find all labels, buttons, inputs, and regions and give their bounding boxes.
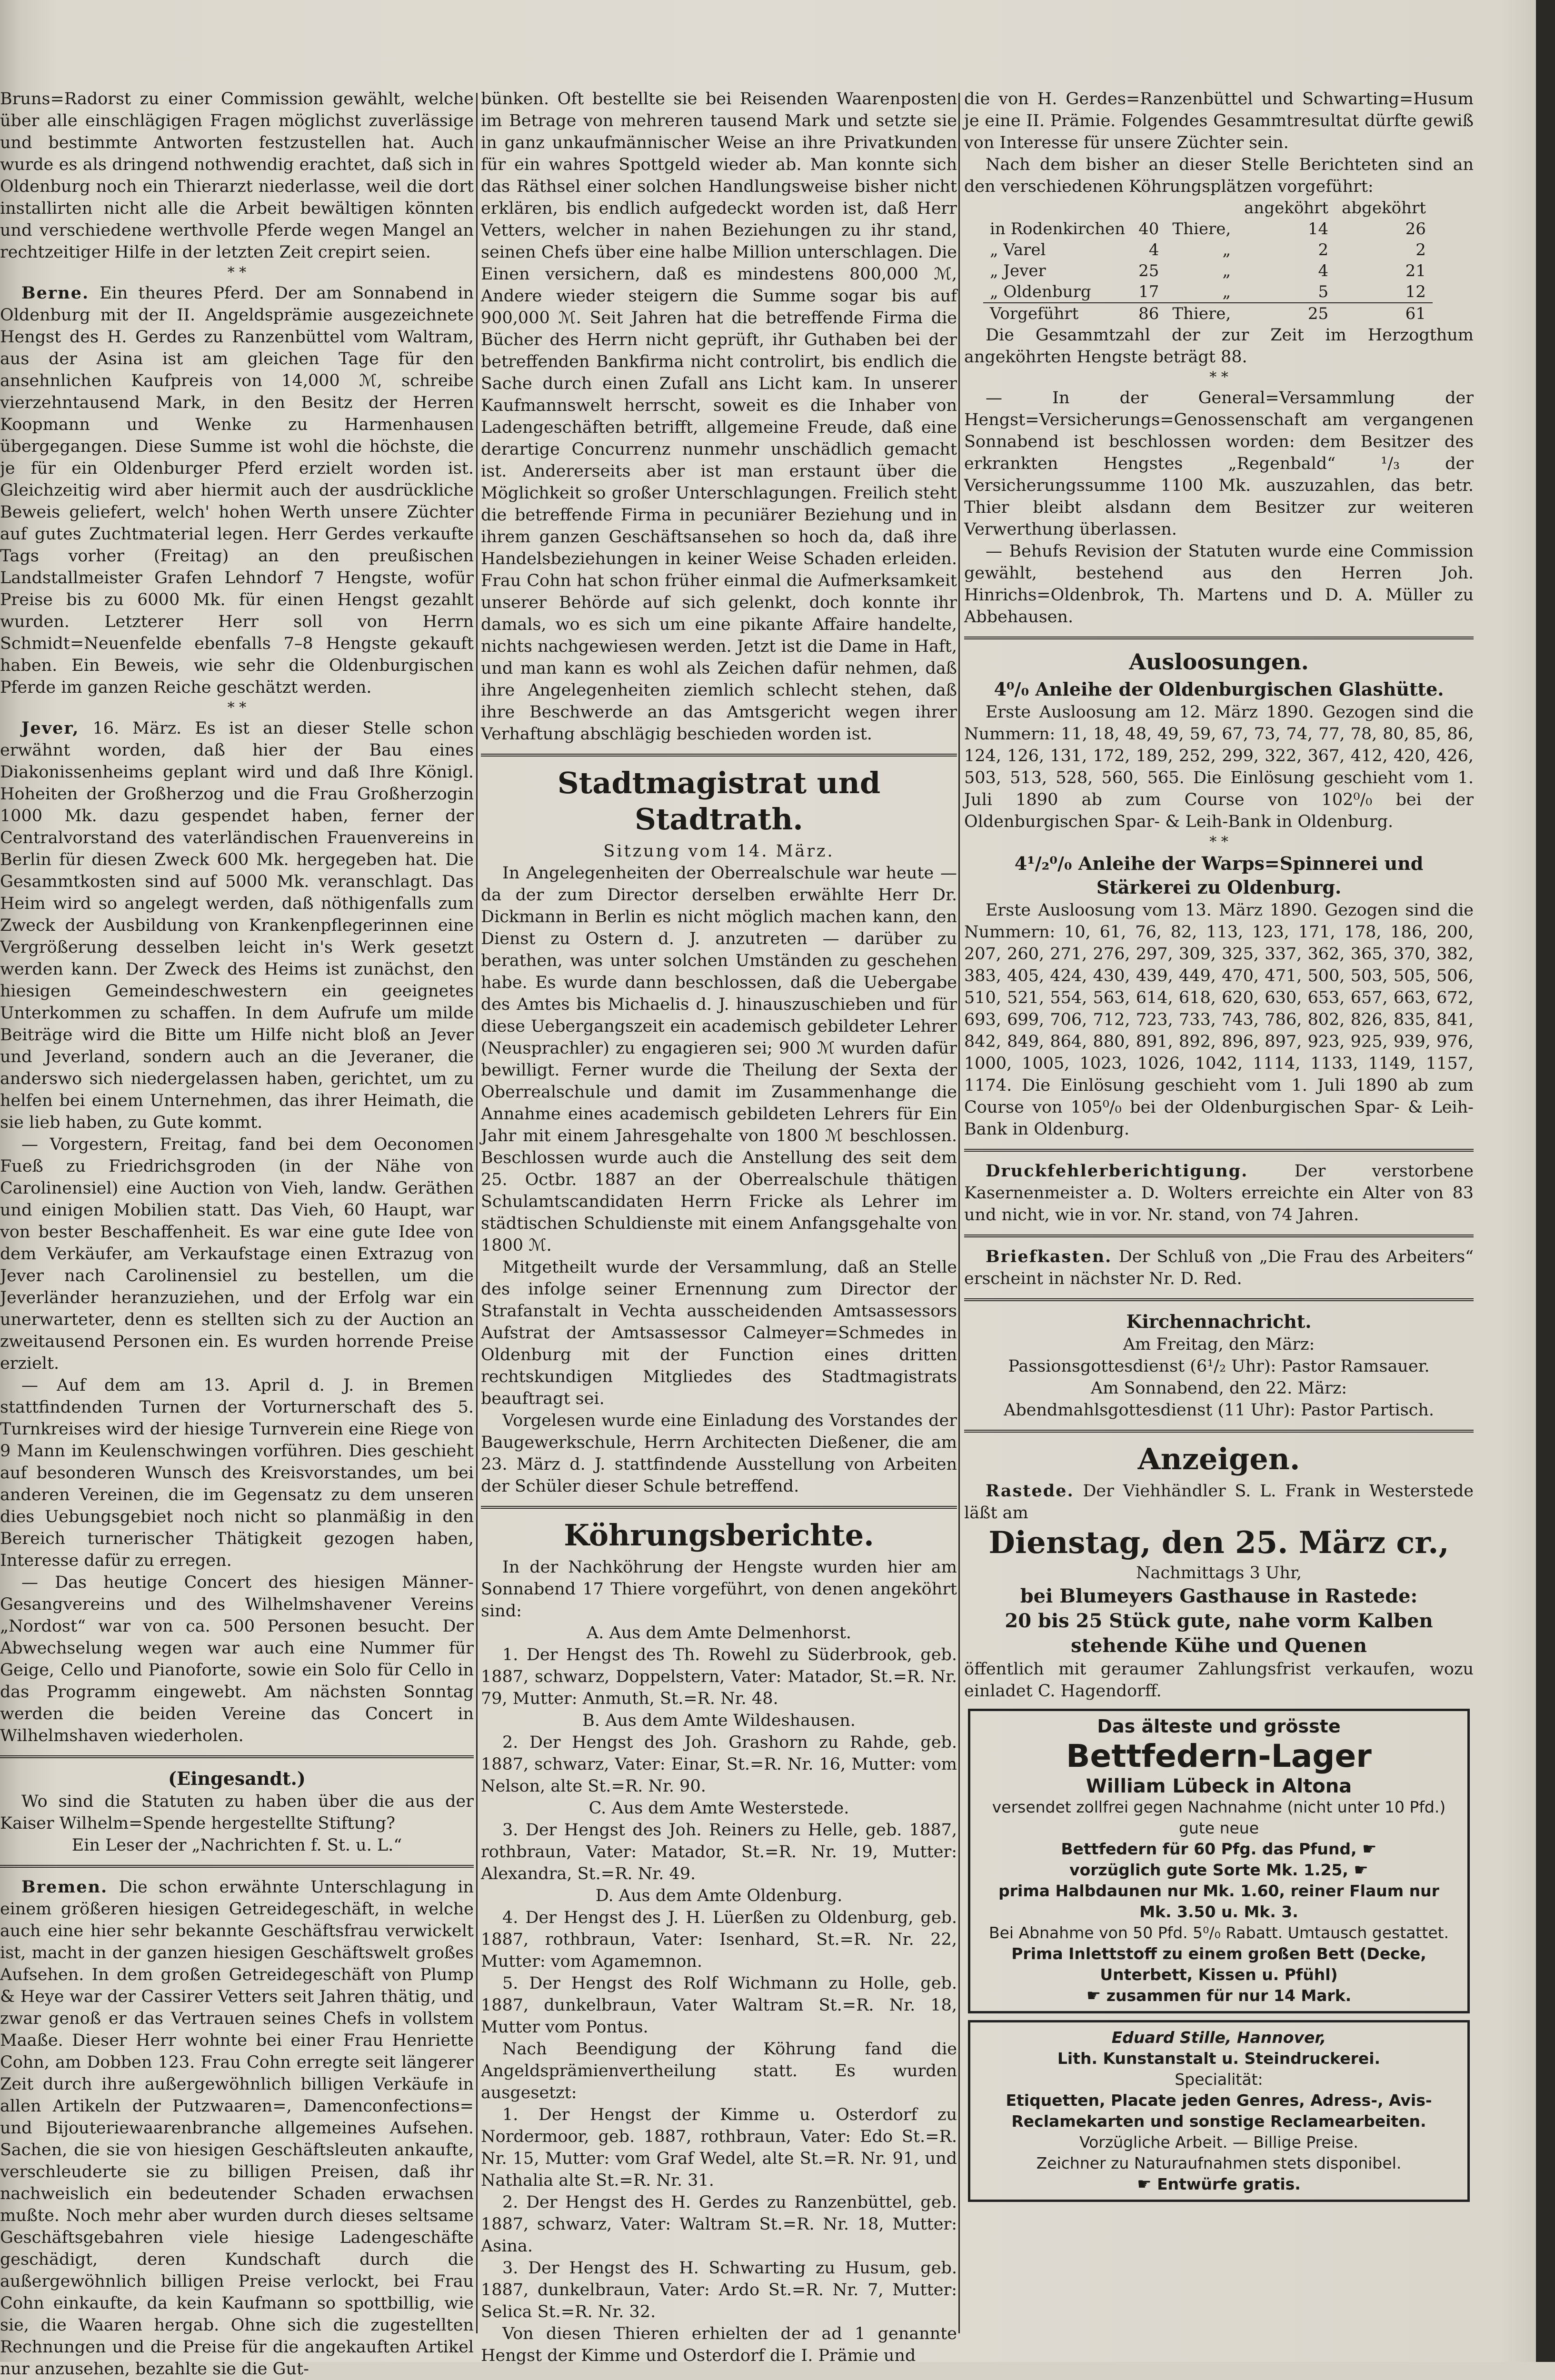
pointing-hand-icon: ☛ xyxy=(1086,1986,1101,2005)
column-rule xyxy=(476,93,478,2333)
ad-line: versendet zollfrei gegen Nachnahme (nicht unter 10 Pfd.) gute neue xyxy=(992,1798,1446,1837)
article-paragraph: Die Gesammtzahl der zur Zeit im Herzogthum angeköhrten Hengste beträgt 88. xyxy=(964,326,1474,367)
section-heading: Anzeigen. xyxy=(1137,1442,1300,1476)
paragraph-text: Die schon erwähnte Unterschlagung in einem größeren hiesigen Getreidegeschäft, in welche auch eine hier sehr bekannte Geschäftsfrau verwickelt ist, macht in der ganzen hiesigen Geschäftswelt großes Aufsehen. In dem großen Getreidegeschäft von Plump & Heye war der Cassirer Vetters seit Jahren thätig, und zwar genoß er das Vertrauen seines Chefs in vollstem Maaße. Dieser Herr wohnte bei einer Frau Henriette Cohn, am Dobben 123. Frau Cohn erregte seit längerer Zeit durch ihre außergewöhnlich billigen Verkäufe in allen Artikeln der Putzwaaren=, Damenconfections= und Bijouteriewaarenbranche allgemeines Aufsehen. Sachen, die sie von hiesigen Geschäftsleuten ankaufte, verschleuderte sie zu billigen Preisen, daß ihr nachweislich ein bedeutender Schaden erwachsen mußte. Noch mehr aber wurden durch dieses seltsame Geschäftsgebahren viele hiesige Ladengeschäfte geschädigt, deren Kundschaft durch die außergewöhnlich billigen Preise verlockt, bei Frau Cohn einkaufte, da kein Kaufmann so spottbillig, wie sie, die Waaren hergab. Ohne sich die zugestellten Rechnungen und die Preise für die angekauften Artikel nur anzusehen, bezahlte sie die Gut- xyxy=(0,1878,474,2379)
paragraph-text: Der Schluß von „Die Frau des Arbeiters“ erscheint in nächster Nr. D. Red. xyxy=(964,1247,1474,1288)
section-divider xyxy=(964,1430,1474,1433)
centered-line: Am Sonnabend, den 22. März: xyxy=(1090,1379,1347,1398)
article-paragraph: — Auf dem am 13. April d. J. in Bremen stattfindenden Turnen der Vorturnerschaft des 5. Turnkreises wird der hiesige Turnverein eine Riege von 9 Mann im Keulenschwingen vorführen. Dies geschieht auf besonderen Wunsch des Kreisvorstandes, um bei anderen Vereinen, die im Gegensatz zu dem unseren dies Uebungsgebiet noch nicht so planmäßig in den Bereich turnerischer Thätigkeit gezogen haben, Interesse dafür zu erregen. xyxy=(0,1376,474,1570)
subheading: (Eingesandt.) xyxy=(168,1768,306,1789)
section-heading: Ausloosungen. xyxy=(1129,649,1309,675)
section-divider xyxy=(964,1149,1474,1152)
subheading: 4¹/₂⁰/₀ Anleihe der Warps=Spinnerei und Stärkerei zu Oldenburg. xyxy=(1014,853,1424,898)
article-paragraph xyxy=(0,1876,474,2380)
ad-title: Bettfedern-Lager xyxy=(1066,1738,1372,1774)
centered-line: Abendmahlsgottesdienst (11 Uhr): Pastor Partisch. xyxy=(1004,1401,1434,1420)
ad-line: ☛ zusammen für nur 14 Mark. xyxy=(1086,1986,1352,2005)
section-divider xyxy=(964,1235,1474,1237)
article-paragraph: 2. Der Hengst des H. Gerdes zu Ranzenbüttel, geb. 1887, schwarz, Vater: Waltram St.=R. Nr. 18, Mutter: Asina. xyxy=(481,2193,957,2256)
article-paragraph: In der Nachköhrung der Hengste wurden hier am Sonnabend 17 Thiere vorgeführt, von denen angeköhrt sind: xyxy=(481,1558,957,1621)
bettfedern-advertisement xyxy=(968,1709,1470,2013)
centered-line: C. Aus dem Amte Westerstede. xyxy=(588,1799,849,1818)
stats-head-angekoehrt: angeköhrt xyxy=(1244,199,1329,218)
pointing-hand-icon: ☛ xyxy=(1362,1840,1377,1859)
column-3-top xyxy=(964,88,1474,198)
asterism: * * xyxy=(1209,834,1228,850)
dateline: Druckfehlerberichtigung. xyxy=(986,1161,1248,1181)
ad-bold-line: 20 bis 25 Stück gute, nahe vorm Kalben stehende Kühe und Quenen xyxy=(1005,1610,1433,1657)
ad-line: William Lübeck in Altona xyxy=(1086,1775,1352,1797)
ad-bold-line: bei Blumeyers Gasthause in Rastede: xyxy=(1020,1585,1418,1607)
article-paragraph: bünken. Oft bestellte sie bei Reisenden Waarenposten im Betrage von mehreren tausend Mark und setzte sie in ganz unkaufmännischer Weise an ihre Privatkunden für ein wahres Spottgeld wieder ab. Man konnte sich das Räthsel einer solchen Handlungsweise bisher nicht erklären, bis endlich aufgedeckt worden ist, daß Herr Vetters, welcher in nahen Beziehungen zu ihr stand, seinen Chefs über eine halbe Million unterschlagen. Die Einen versichern, daß es mindestens 800,000 ℳ, Andere wieder steigern die Summe sogar bis auf 900,000 ℳ. Seit Jahren hat die betreffende Firma die Bücher des Herrn nicht geprüft, ihr Guthaben bei der betreffenden Bankfirma nicht controlirt, bis endlich die Sache durch einen Zufall ans Licht kam. In unserer Kaufmannswelt herrscht, soweit es die Inhaber von Ladengeschäften betrifft, allgemeine Freude, daß eine derartige Concurrenz nunmehr unschädlich gemacht ist. Andererseits aber ist man erstaunt über die Möglichkeit so großer Unterschlagungen. Freilich steht die betreffende Firma in pecuniärer Beziehung und in ihrem ganzen Geschäftsansehen so hoch da, daß ihre Handelsbeziehungen in keiner Weise Schaden erleiden. Frau Cohn hat schon früher einmal die Aufmerksamkeit unserer Behörde auf sich gelenkt, doch konnte ihr damals, wo es sich um eine pikante Affaire handelte, nichts nachgewiesen werden. Jetzt ist die Dame in Haft, und man kann es wohl als Zeichen dafür nehmen, daß ihre Angelegenheiten ziemlich schlecht stehen, daß ihre Beschwerde an das Amtsgericht wegen ihrer Verhaftung abschlägig beschieden worden ist. xyxy=(481,90,957,744)
article-paragraph: Mitgetheilt wurde der Versammlung, daß an Stelle des infolge seiner Ernennung zum Director der Strafanstalt in Vechta ausscheidenden Amtsassessors Aufstrat der Amtsassessor Calmeyer=Schmedes in Oldenburg mit der Function eines dritten rechtskundigen Mitgliedes des Stadtmagistrats beauftragt sei. xyxy=(481,1258,957,1408)
asterism: * * xyxy=(227,699,247,716)
dateline: Briefkasten. xyxy=(986,1247,1112,1266)
article-paragraph: öffentlich mit geraumer Zahlungsfrist verkaufen, wozu einladet C. Hagendorff. xyxy=(964,1660,1474,1701)
dateline: Berne. xyxy=(21,283,90,303)
centered-line: A. Aus dem Amte Delmenhorst. xyxy=(586,1623,852,1643)
ad-line: Bettfedern für 60 Pfg. das Pfund, ☛ xyxy=(1061,1840,1377,1859)
article-paragraph: 3. Der Hengst des Joh. Reiners zu Helle, geb. 1887, rothbraun, Vater: Matador, St.=R. Nr. 19, Mutter: Alexandra, St.=R. Nr. 49. xyxy=(481,1821,957,1883)
article-paragraph: — Vorgestern, Freitag, fand bei dem Oeconomen Fueß zu Friedrichsgroden (in der Nähe von Carolinensiel) eine Auction von Vieh, landw. Geräthen und einigen Mobilien statt. Das Vieh, 60 Haupt, war von bester Beschaffenheit. Es war eine gute Idee von dem Verkäufer, am Verkaufstage einen Extrazug von Jever nach Carolinensiel zu bestellen, um die Jeverländer heranzuziehen, und der Erfolg war ein unerwarteter, denn es stellten sich zu der Auction an zweitausend Personen ein. Es wurden horrende Preise erzielt. xyxy=(0,1135,474,1373)
paragraph-text: Der Viehhändler S. L. Frank in Westerstede läßt am xyxy=(964,1482,1474,1523)
article-paragraph: — Behufs Revision der Statuten wurde eine Commission gewählt, bestehend aus den Herren Joh. Hinrichs=Oldenbrok, Th. Martens und D. A. Müller zu Abbehausen. xyxy=(964,542,1474,627)
paragraph-text: 16. März. Es ist an dieser Stelle schon erwähnt worden, daß hier der Bau eines Diakonissenheims geplant wird und daß Ihre Königl. Hoheiten der Großherzog und die Frau Großherzogin 1000 Mk. dazu gespendet haben, ferner der Centralvorstand des vaterländischen Frauenvereins in Berlin für diesen Zweck 600 Mk. hergegeben hat. Die Gesammtkosten sind auf 5000 Mk. veranschlagt. Das Heim wird so angelegt werden, daß nöthigenfalls zum Zweck der Ausbildung von Krankenpflegerinnen eine Vergrößerung desselben leicht in's Werk gesetzt werden kann. Der Zweck des Heims ist zunächst, den hiesigen Gemeindeschwestern ein geeignetes Unterkommen zu schaffen. In dem Aufrufe um milde Beiträge wird die Bitte um Hilfe nicht bloß an Jever und Jeverland, sondern auch an die Jeveraner, die anderswo sich niedergelassen haben, gerichtet, um zu helfen bei einem Unternehmen, das ihrer Heimath, die sie lieb haben, zu Gute kommt. xyxy=(0,719,474,1132)
column-1 xyxy=(0,88,474,2379)
ad-line: Prima Inlettstoff zu einem großen Bett (Decke, Unterbett, Kissen u. Pfühl) xyxy=(1011,1944,1426,1984)
ad-line: ☛ Entwürfe gratis. xyxy=(1137,2175,1301,2194)
stats-head-abgekoehrt: abgeköhrt xyxy=(1342,199,1426,218)
centered-line: Nachmittags 3 Uhr, xyxy=(1136,1563,1302,1583)
article-paragraph xyxy=(0,282,474,698)
subheading: 4⁰/₀ Anleihe der Oldenburgischen Glashütte. xyxy=(994,678,1444,700)
paragraph-text: Ein theures Pferd. Der am Sonnabend in Oldenburg mit der II. Angeldsprämie ausgezeichnete Hengst des H. Gerdes zu Ranzenbüttel vom Waltram, aus der Asina ist am gleichen Tage für den ansehnlichen Kaufpreis von 14,000 ℳ, schreibe vierzehntausend Mark, in den Besitz der Herren Koopmann und Wenke zu Harmenhausen übergegangen. Diese Summe ist wohl die höchste, die je für ein Oldenburger Pferd erzielt worden ist. Gleichzeitig wird aber hiermit auch der ausdrückliche Beweis geliefert, welch' hohen Werth unsere Züchter auf gutes Zuchtmaterial legen. Herr Gerdes verkaufte Tags vorher (Freitag) an den preußischen Landstallmeister Grafen Lehndorf 7 Hengste, wofür Preise bis zu 6000 Mk. für einen Hengst gezahlt wurden. Letzterer Herr soll von Herrn Schmidt=Neuenfelde ebenfalls 7–8 Hengste gekauft haben. Ein Beweis, wie sehr die Oldenburgischen Pferde im ganzen Reiche geschätzt werden. xyxy=(0,284,474,697)
centered-line: Passionsgottesdienst (6¹/₂ Uhr): Pastor Ramsauer. xyxy=(1008,1357,1430,1376)
section-divider xyxy=(481,754,957,757)
centered-line: Am Freitag, den März: xyxy=(1123,1335,1315,1354)
centered-line: B. Aus dem Amte Wildeshausen. xyxy=(582,1711,856,1730)
ad-date-line: Dienstag, den 25. März cr., xyxy=(988,1525,1449,1561)
article-paragraph: Nach dem bisher an dieser Stelle Berichteten sind an den verschiedenen Köhrungsplätzen vorgeführt: xyxy=(964,155,1474,196)
article-paragraph: Wo sind die Statuten zu haben über die aus der Kaiser Wilhelm=Spende hergestellte Stiftung? xyxy=(0,1792,474,1833)
article-paragraph: Vorgelesen wurde eine Einladung des Vorstandes der Baugewerkschule, Herrn Architecten Dießener, die am 23. März d. J. stattfindende Ausstellung von Arbeiten der Schüler dieser Schule betreffend. xyxy=(481,1411,957,1496)
centered-line: Ein Leser der „Nachrichten f. St. u. L.“ xyxy=(71,1836,402,1855)
section-divider xyxy=(481,1506,957,1509)
asterism: * * xyxy=(1209,369,1228,386)
dateline: Jever, xyxy=(21,718,80,738)
article-paragraph: die von H. Gerdes=Ranzenbüttel und Schwarting=Husum je eine II. Prämie. Folgendes Gesammtresultat dürfte gewiß von Interesse für unsere Züchter sein. xyxy=(964,90,1474,152)
article-paragraph: 2. Der Hengst des Joh. Grashorn zu Rahde, geb. 1887, schwarz, Vater: Einar, St.=R. Nr. 16, Mutter: vom Nelson, alte St.=R. Nr. 90. xyxy=(481,1733,957,1796)
binding-edge xyxy=(1536,0,1555,2362)
article-paragraph: Erste Ausloosung vom 13. März 1890. Gezogen sind die Nummern: 10, 61, 76, 82, 113, 123, 171, 178, 186, 200, 207, 260, 271, 276, 297, 309, 325, 337, 362, 365, 370, 382, 383, 405, 424, 430, 439, 449, 470, 471, 500, 503, 505, 506, 510, 521, 554, 563, 614, 618, 620, 630, 653, 657, 663, 672, 693, 699, 706, 712, 723, 733, 743, 786, 802, 826, 835, 841, 842, 849, 864, 880, 891, 892, 896, 897, 923, 925, 939, 976, 1000, 1005, 1023, 1026, 1042, 1114, 1133, 1149, 1157, 1174. Die Einlösung geschieht vom 1. Juli 1890 ab zum Course von 105⁰/₀ bei der Oldenburgischen Spar- & Leih-Bank in Oldenburg. xyxy=(964,901,1474,1139)
section-heading: Köhrungsberichte. xyxy=(564,1518,874,1553)
pointing-hand-icon: ☛ xyxy=(1137,2175,1152,2194)
table-row: „ Oldenburg 17 „ 5 12 xyxy=(990,282,1426,301)
ad-line: prima Halbdaunen nur Mk. 1.60, reiner Flaum nur Mk. 3.50 u. Mk. 3. xyxy=(998,1882,1439,1921)
column-rule xyxy=(958,93,960,2333)
ad-line: Specialität: xyxy=(1175,2070,1263,2089)
article-paragraph: 4. Der Hengst des J. H. Lüerßen zu Oldenburg, geb. 1887, rothbraun, Vater: Isenhard, St.=R. Nr. 22, Mutter: vom Agamemnon. xyxy=(481,1908,957,1971)
pointing-hand-icon: ☛ xyxy=(1354,1861,1368,1880)
article-paragraph xyxy=(964,1480,1474,1524)
subheading: Kirchennachricht. xyxy=(1126,1311,1312,1332)
centered-line: D. Aus dem Amte Oldenburg. xyxy=(595,1886,843,1905)
ad-line: vorzüglich gute Sorte Mk. 1.25, ☛ xyxy=(1069,1861,1368,1880)
article-paragraph: 5. Der Hengst des Rolf Wichmann zu Holle, geb. 1887, dunkelbraun, Vater Waltram St.=R. Nr. 18, Mutter vom Pontus. xyxy=(481,1974,957,2037)
section-divider xyxy=(0,1755,474,1758)
ad-line: Zeichner zu Naturaufnahmen stets disponibel. xyxy=(1036,2154,1402,2172)
table-total-row: Vorgeführt 86 Thiere, 25 61 xyxy=(983,303,1433,324)
article-paragraph: Nach Beendigung der Köhrung fand die Angeldsprämienvertheilung statt. Es wurden ausgesetzt: xyxy=(481,2040,957,2102)
article-paragraph: Von diesen Thieren erhielten der ad 1 genannte Hengst der Kimme und Osterdorf die I. Prämie und xyxy=(481,2324,957,2365)
section-heading: Stadtmagistrat und Stadtrath. xyxy=(557,766,881,836)
article-paragraph xyxy=(964,1160,1474,1226)
stats-table xyxy=(983,198,1433,324)
column-3-body xyxy=(964,324,1474,1702)
ad-line: Bei Abnahme von 50 Pfd. 5⁰/₀ Rabatt. Umtausch gestattet. xyxy=(988,1923,1449,1942)
article-paragraph: Bruns=Radorst zu einer Commission gewählt, welche über alle einschlägigen Fragen möglichst zuverlässige und bestimmte Antworten festzustellen hat. Auch wurde es als dringend nothwendig erachtet, daß sich in Oldenburg noch ein Thierarzt niederlasse, weil die dort installirten nicht alle die Arbeit bewältigen könnten und verschiedene werthvolle Pferde wegen Mangel an rechtzeitiger Hilfe in der letzten Zeit crepirt seien. xyxy=(0,90,474,262)
article-paragraph: 1. Der Hengst der Kimme u. Osterdorf zu Nordermoor, geb. 1887, rothbraun, Vater: Edo St.=R. Nr. 15, Mutter: vom Graf Wedel, alte St.=R. Nr. 91, und Nathalia alte St.=R. Nr. 31. xyxy=(481,2105,957,2190)
article-paragraph: 1. Der Hengst des Th. Rowehl zu Süderbrook, geb. 1887, schwarz, Doppelstern, Vater: Matador, St.=R. Nr. 79, Mutter: Anmuth, St.=R. Nr. 48. xyxy=(481,1645,957,1708)
ad-line: Lith. Kunstanstalt u. Steindruckerei. xyxy=(1057,2049,1381,2068)
article-paragraph: — Das heutige Concert des hiesigen Männer-Gesangvereins und des Wilhelmshavener Vereins „Nordost“ war von ca. 500 Personen besucht. Der Abwechselung wegen war auch eine Nummer für Geige, Cello und Pianoforte, sowie ein Solo für Cello in das Programm eingewebt. Am nächsten Sonntag werden die beiden Vereine das Concert in Wilhelmshaven wiederholen. xyxy=(0,1573,474,1745)
subheading: Sitzung vom 14. März. xyxy=(603,842,835,861)
ad-line: Etiquetten, Placate jeden Genres, Adress-, Avis-Reclamekarten und sonstige Reclamearbeiten. xyxy=(1006,2091,1432,2131)
article-paragraph: In Angelegenheiten der Oberrealschule war heute — da der zum Director derselben erwählte Herr Dr. Dickmann in Berlin es nicht möglich machen kann, den Dienst zu Ostern d. J. anzutreten — darüber zu berathen, was unter solchen Umständen zu geschehen habe. Es wurde dann beschlossen, daß die Uebergabe des Amtes bis Michaelis d. J. hinauszuschieben und für diese Uebergangszeit ein academisch gebildeter Lehrer (Neusprachler) zu engagieren sei; 900 ℳ wurden dafür bewilligt. Ferner wurde die Theilung der Sexta der Oberrealschule und damit im Zusammenhange die Annahme eines academisch gebildeten Lehrers für Ein Jahr mit einem Jahresgehalte von 1800 ℳ beschlossen. Beschlossen wurde auch die Anstellung des seit dem 25. Octbr. 1887 an der Oberrealschule thätigen Schulamtscandidaten Herrn Fricke als Lehrer im städtischen Schuldienste mit einem Anfangsgehalte von 1800 ℳ. xyxy=(481,864,957,1255)
article-paragraph: 3. Der Hengst des H. Schwarting zu Husum, geb. 1887, dunkelbraun, Vater: Ardo St.=R. Nr. 7, Mutter: Selica St.=R. Nr. 32. xyxy=(481,2259,957,2321)
section-divider xyxy=(0,1865,474,1868)
column-2 xyxy=(481,88,957,2365)
section-divider xyxy=(964,637,1474,639)
ad-title: Eduard Stille, Hannover, xyxy=(1111,2028,1326,2047)
dateline: Rastede. xyxy=(986,1481,1074,1501)
table-row: in Rodenkirchen 40 Thiere, 14 26 xyxy=(990,219,1426,239)
ad-line: Vorzügliche Arbeit. — Billige Preise. xyxy=(1079,2133,1358,2151)
table-row: „ Jever 25 „ 4 21 xyxy=(990,261,1426,280)
article-paragraph xyxy=(964,1246,1474,1290)
dateline: Bremen. xyxy=(21,1877,108,1897)
ad-line: Das älteste und grösste xyxy=(1097,1716,1341,1737)
stille-advertisement xyxy=(968,2020,1470,2202)
paragraph-text: Der verstorbene Kasernenmeister a. D. Wolters erreichte ein Alter von 83 und nicht, wie in vor. Nr. stand, von 74 Jahren. xyxy=(964,1162,1474,1225)
article-paragraph: Erste Ausloosung am 12. März 1890. Gezogen sind die Nummern: 11, 18, 48, 49, 59, 67, 73, 74, 77, 78, 80, 85, 86, 124, 126, 131, 172, 189, 252, 299, 322, 367, 412, 420, 426, 503, 513, 528, 560, 565. Die Einlösung geschieht vom 1. Juli 1890 ab zum Course von 102⁰/₀ bei der Oldenburgischen Spar- & Leih-Bank in Oldenburg. xyxy=(964,703,1474,831)
section-divider xyxy=(964,1298,1474,1301)
column-3 xyxy=(964,88,1474,2348)
table-row: „ Varel 4 „ 2 2 xyxy=(990,240,1426,259)
asterism: * * xyxy=(227,264,247,281)
article-paragraph: — In der General=Versammlung der Hengst=Versicherungs=Genossenschaft am vergangenen Sonnabend ist beschlossen worden: dem Besitzer des erkrankten Hengstes „Regenbald“ ¹/₃ der Versicherungssumme 1100 Mk. auszuzahlen, das betr. Thier bleibt alsdann dem Besitzer zur weiteren Verwerthung überlassen. xyxy=(964,388,1474,539)
article-paragraph xyxy=(0,717,474,1134)
